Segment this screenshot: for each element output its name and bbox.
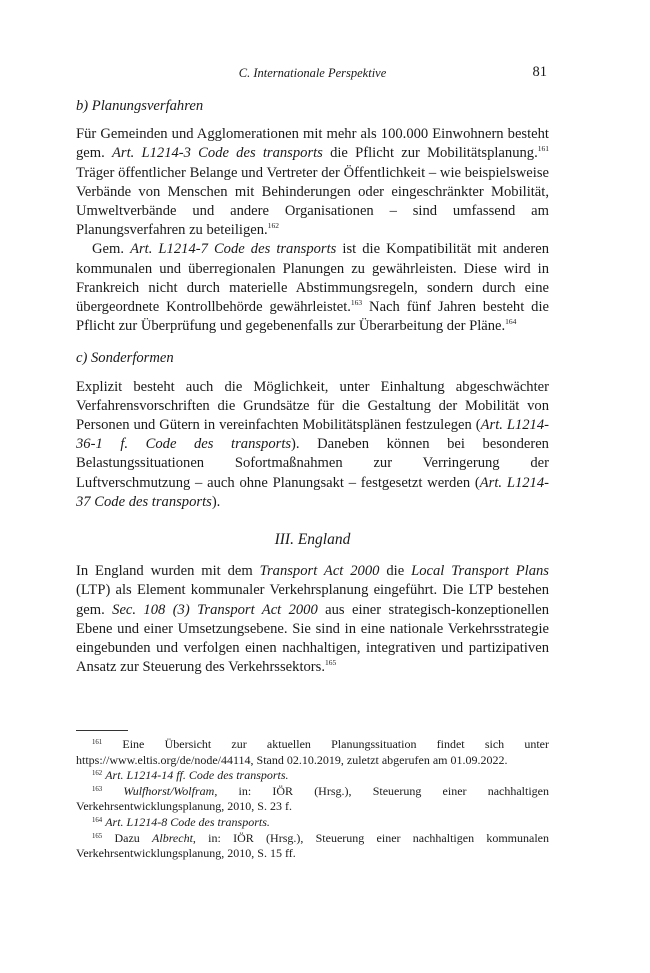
section-heading-england: III. England <box>274 531 351 549</box>
page-number: 81 <box>532 64 547 80</box>
text-run: Für Gemeinden und Agglomerationen mit mehr als 100.000 Einwohnern besteht gem. <box>76 126 549 162</box>
text-run: Nach fünf Jahren besteht die Pflicht zur Überprüfung und gegebenenfalls zur Überarbeitung der Pläne. <box>76 299 549 335</box>
legal-citation: Sec. 108 (3) Transport Act 2000 <box>112 601 318 618</box>
text-run: ). Daneben können bei besonderen Belastungssituationen Sofortmaßnahmen zur Verringerung der Luftverschmutzung – auch ohne Planungsakt – festgesetzt werden ( <box>76 436 549 491</box>
text-run: In England wurden mit dem <box>76 563 260 580</box>
author-names: Wulfhorst/Wolfram <box>123 783 215 798</box>
footnote-number: 165 <box>92 832 103 840</box>
text-run: Explizit besteht auch die Möglichkeit, unter Einhaltung abgeschwächter Verfahrensvorschriften die Grundsätze für die Gestaltung der Mobilität von Personen und Gütern in vereinfachten Mobilitätsplänen festzulegen ( <box>76 378 549 434</box>
author-names: Albrecht <box>152 830 193 845</box>
paragraph-1 <box>76 125 549 240</box>
running-title: C. Internationale Perspektive <box>238 66 387 80</box>
legal-citation: Local Transport Plans <box>411 563 549 580</box>
footnote-text: Eine Übersicht zur aktuellen Planungssituation findet sich unter https://www.eltis.org/de/node/44114, Stand 02.10.2019, zuletzt abgerufen am 01.09.2022. <box>76 737 549 767</box>
text-run: Träger öffentlicher Belange und Vertreter der Öffentlichkeit – wie beispielsweise Verbände von Menschen mit Behinderungen oder eingeschränkter Mobilität, Umweltverbände und andere Organisationen – sind umfassend am Planungsverfahren zu beteiligen. <box>76 164 549 239</box>
footnote-ref[interactable]: 163 <box>350 298 363 308</box>
paragraph-3 <box>76 378 549 512</box>
footnote-number: 163 <box>92 785 103 793</box>
footnote-number: 164 <box>92 816 103 824</box>
legal-citation: Art. L1214-3 Code des transports <box>111 145 323 162</box>
footnote-text: , in: IÖR (Hrsg.), Steuerung einer nachhaltigen Verkehrsentwicklungsplanung, 2010, S. 23 f. <box>76 783 550 814</box>
legal-citation: Art. L1214-37 Code des transports <box>76 474 550 510</box>
footnote-162 <box>76 768 549 784</box>
text-run: ist die Kompatibilität mit anderen kommunalen und überregionalen Planungen zu gewährleisten. Diese wird in Frankreich nicht durch materielle Abstimmungsregeln, sondern durch eine übergeordnete Kontrollbehörde gewährleistet. <box>76 241 550 316</box>
main-text <box>76 97 549 677</box>
legal-citation: Art. L1214-36-1 f. Code des transports <box>76 417 550 453</box>
footnotes <box>76 737 549 862</box>
footnote-text: Dazu <box>102 830 153 845</box>
footnote-text: , in: IÖR (Hrsg.), Steuerung einer nachhaltigen kommunalen Verkehrsentwicklungsplanung, 2010, S. 15 ff. <box>76 830 549 861</box>
footnote-163 <box>76 784 549 815</box>
footnote-citation: Art. L1214-14 ff. Code des transports. <box>105 768 289 783</box>
legal-citation: Art. L1214-7 Code des transports <box>130 241 337 258</box>
text-run: die <box>379 563 412 580</box>
footnote-number: 161 <box>92 739 103 746</box>
paragraph-2 <box>76 240 549 336</box>
section-heading-c: c) Sonderformen <box>76 350 174 367</box>
text-run: ). <box>211 493 221 510</box>
text-run: aus einer strategisch-konzeptionellen Ebene und einer Umsetzungsebene. Sie sind in eine nationale Verkehrsstrategie eingebunden und verfolgen einen nachhaltigen, integrativen und partizipativen Ansatz zur Steuerung des Verkehrssektors. <box>76 601 549 676</box>
paragraph-4 <box>76 562 549 677</box>
footnote-165 <box>76 831 549 862</box>
footnote-161 <box>76 737 549 768</box>
running-header <box>76 64 549 84</box>
footnote-ref[interactable]: 165 <box>324 658 337 668</box>
footnote-separator <box>76 730 128 731</box>
section-heading-b: b) Planungsverfahren <box>76 98 204 114</box>
footnote-164 <box>76 815 549 831</box>
footnote-ref[interactable]: 162 <box>267 221 279 231</box>
text-run: Gem. <box>92 241 131 258</box>
footnote-citation: Art. L1214-8 Code des transports. <box>105 814 270 829</box>
footnote-ref[interactable]: 161 <box>537 144 549 154</box>
text-run: (LTP) als Element kommunaler Verkehrsplanung eingeführt. Die LTP bestehen gem. <box>76 582 549 618</box>
legal-citation: Transport Act 2000 <box>259 563 380 580</box>
footnote-number: 162 <box>92 770 103 778</box>
footnote-ref[interactable]: 164 <box>505 317 517 327</box>
text-run: die Pflicht zur Mobilitätsplanung. <box>322 145 538 162</box>
